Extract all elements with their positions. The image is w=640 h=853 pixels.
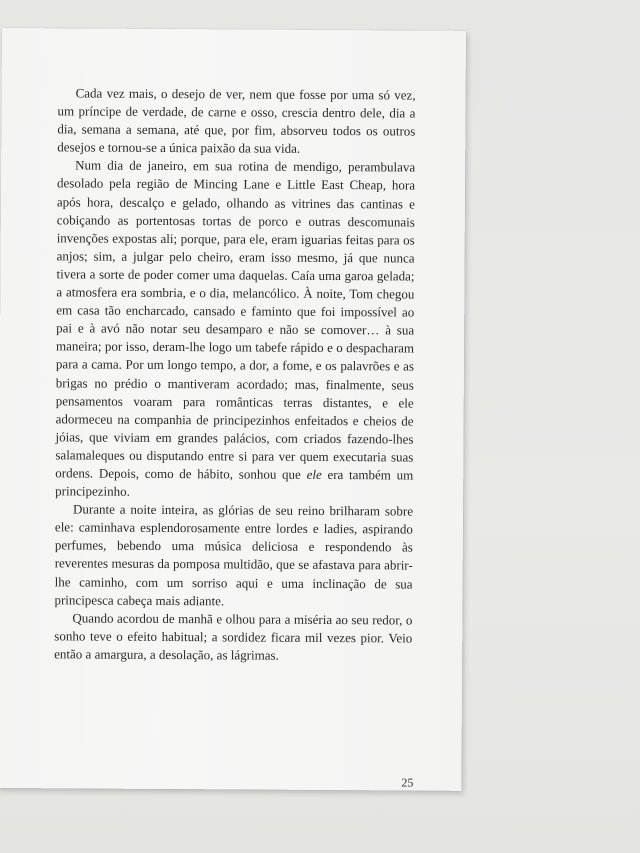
paragraph-2: Num dia de janeiro, em sua rotina de mendigo, perambulava desolado pela região de Mincing Lane e Little East Cheap, hora após hora, descalço e gelado, olhando as vitrines das cantinas e cobiçando as portentosas tortas de porco e outras descomunais invenções expostas ali; porque, para ele, eram iguarias feitas para os anjos; sim, a julgar pelo cheiro, eram isso mesmo, já que nunca tivera a sorte de poder comer uma daquelas. Caía uma garoa gelada; a atmosfera era sombria, e o dia, melancólico. À noite, Tom chegou em casa tão encharcado, cansado e faminto que foi impossível ao pai e à avó não notar seu desamparo e não se comover… à sua maneira; por isso, deram-lhe logo um tabefe rápido e o despacharam para a cama. Por um longo tempo, a dor, a fome, e os palavrões e as brigas no prédio o mantiveram acordado; mas, finalmente, seus pensamentos voaram para românticas terras distantes, e ele adormeceu na companhia de principezinhos enfeitados e cheios de jóias, que viviam em grandes palácios, com criados fazendo-lhes salamaleques ou disputando entre si para ver quem executaria suas ordens. Depois, como de hábito, sonhou que ele era também um principezinho. xyxy=(55,157,416,499)
body-text xyxy=(54,84,416,665)
paragraph-1: Cada vez mais, o desejo de ver, nem que fosse por uma só vez, um príncipe de verdade, de carne e osso, crescia dentro dele, dia a dia, semana a semana, até que, por fim, absorveu todos os outros desejos e tornou-se a única paixão da sua vida. xyxy=(57,85,416,157)
emphasis-text: ele xyxy=(306,466,322,482)
page-number: 25 xyxy=(401,775,414,790)
paragraph-4: Quando acordou de manhã e olhou para a miséria ao seu redor, o sonho teve o efeito habitual; a sordidez ficara mil vezes pior. Veio então a amargura, a desolação, as lágrimas. xyxy=(54,610,413,663)
book-page xyxy=(0,28,466,791)
paragraph-3: Durante a noite inteira, as glórias de seu reino brilharam sobre ele: caminhava esplendorosamente entre lordes e ladies, aspirando perfumes, bebendo uma música deliciosa e respondendo às reverentes mesuras da pomposa multidão, que se afastava para abrir-lhe caminho, com um sorriso aqui e uma inclinação de sua principesca cabeça mais adiante. xyxy=(54,501,414,608)
